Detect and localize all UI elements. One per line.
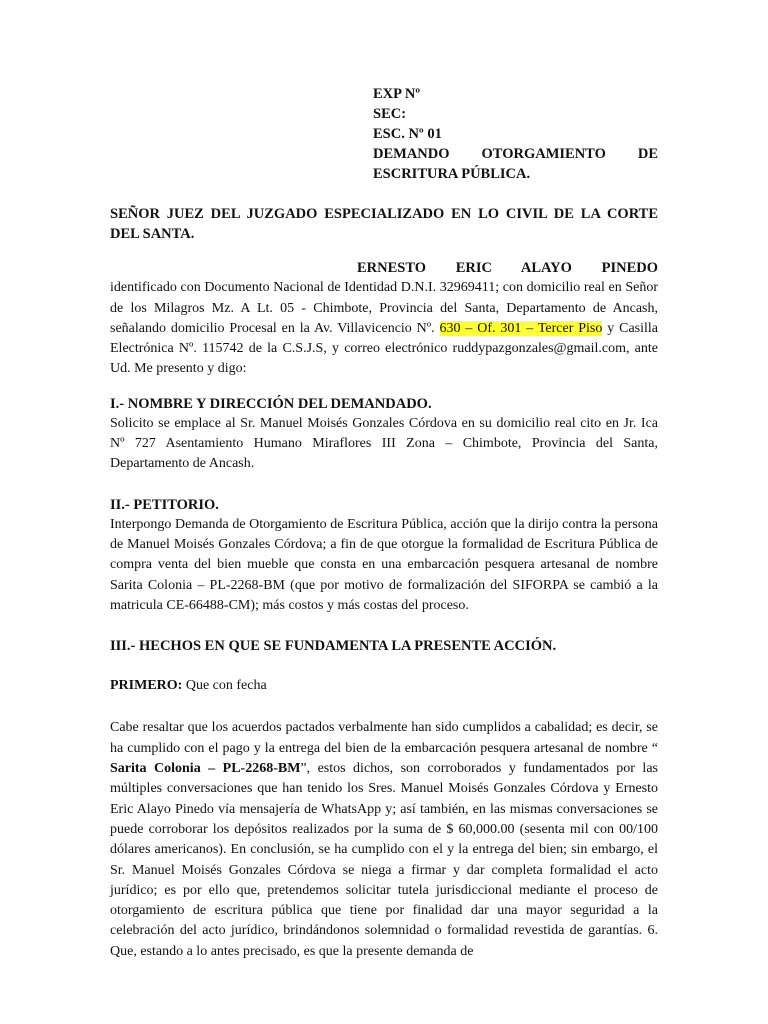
plaintiff-identification [110, 278, 658, 379]
exp-number: EXP Nº [373, 86, 421, 102]
facts-text-1: Cabe resaltar que los acuerdos pactados verbalmente han sido cumplidos a cabalidad; es decir, se ha cumplido con el pago y la entrega del bien de la embarcación pesquera artesanal de nombre “ [110, 720, 658, 756]
vessel-name: Sarita Colonia – PL-2268-BM [110, 761, 301, 777]
section-1-title: I.- NOMBRE Y DIRECCIÓN DEL DEMANDADO. [110, 395, 432, 412]
document-body [110, 204, 658, 962]
facts-paragraph [110, 718, 658, 962]
plaintiff-text-2: y Casilla Electrónica Nº. 115742 de la C.S.J.S, y correo electrónico ruddypazgonzales@gmail.com, ante Ud. Me presento y digo: [110, 320, 659, 377]
subject-line-1: DEMANDO OTORGAMIENTO DE [373, 146, 658, 162]
esc-number: ESC. Nº 01 [373, 126, 442, 142]
highlighted-address: 630 – Of. 301 – Tercer Piso [439, 320, 603, 336]
section-2-text: Interpongo Demanda de Otorgamiento de Escritura Pública, acción que la dirijo contra la persona de Manuel Moisés Gonzales Córdova; a fin de que otorgue la formalidad de Escritura Pública de compra venta del bien mueble que consta en una embarcación pesquera artesanal de nombre Sarita Colonia – PL-2268-BM (que por motivo de formalización del SIFORPA se cambió a la matricula CE-66488-CM); más costos y más costas del proceso. [110, 516, 658, 613]
section-3-title: III.- HECHOS EN QUE SE FUNDAMENTA LA PRESENTE ACCIÓN. [110, 638, 557, 655]
case-header [373, 84, 658, 184]
primero-text: Que con fecha [182, 678, 267, 694]
plaintiff-name: ERNESTO ERIC ALAYO PINEDO [357, 260, 658, 276]
section-2-title: II.- PETITORIO. [110, 496, 219, 513]
facts-text-2: ”, estos dichos, son corroborados y fundamentados por las múltiples conversaciones que han tenido los Sres. Manuel Moisés Gonzales Córdova y Ernesto Eric Alayo Pinedo vía mensajería de WhatsApp y; así también, en las mismas conversaciones se puede corroborar los depósitos realizados por la suma de $ 60,000.00 (sesenta mil con 00/100 dólares americanos). En conclusión, se ha cumplido con el y la entrega del bien; sin embargo, el Sr. Manuel Moisés Gonzales Córdova se niega a firmar y dar completa formalidad el acto jurídico; es por ello que, pretendemos solicitar tutela jurisdiccional mediante el proceso de otorgamiento de escritura pública que tiene por finalidad dar una mayor seguridad a la celebración del acto jurídico, brindándonos solemnidad o formalidad revestida de garantías. 6. Que, estando a lo antes precisado, es que la presente demanda de [110, 761, 658, 959]
addressee: SEÑOR JUEZ DEL JUZGADO ESPECIALIZADO EN LO CIVIL DE LA CORTE DEL SANTA. [110, 206, 658, 242]
sec-label: SEC: [373, 106, 407, 122]
primero-label: PRIMERO: [110, 678, 183, 694]
plaintiff-text-1: identificado con Documento Nacional de Identidad D.N.I. 32969411; con domicilio real en Señor de los Milagros Mz. A Lt. 05 - Chimbote, Provincia del Santa, Departamento de Ancash, señalando domicilio Procesal en la Av. Villavicencio Nº. [110, 280, 658, 336]
subject-line-2: ESCRITURA PÚBLICA. [373, 166, 531, 182]
section-1-text: Solicito se emplace al Sr. Manuel Moisés Gonzales Córdova en su domicilio real cito en Jr. Ica Nº 727 Asentamiento Humano Miraflores III Zona – Chimbote, Provincia del Santa, Departamento de Ancash. [110, 415, 658, 472]
primero-paragraph [110, 676, 658, 696]
